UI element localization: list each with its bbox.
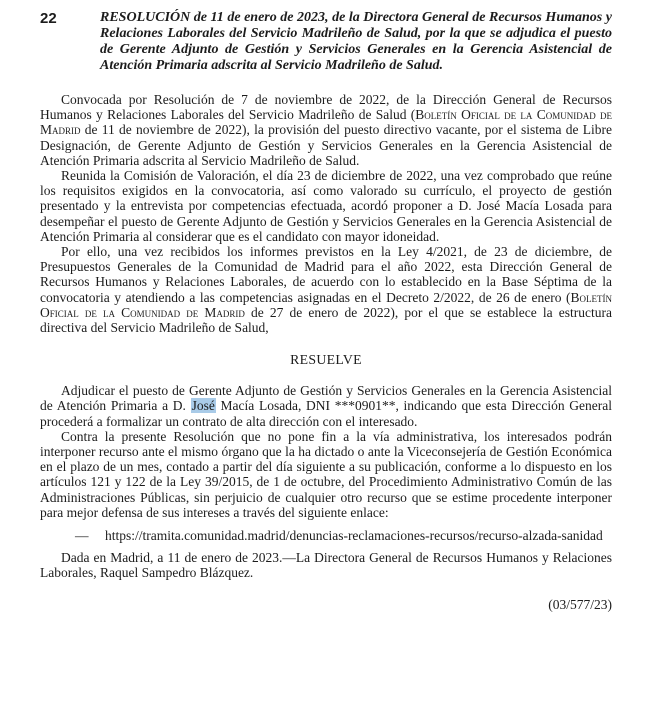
paragraph-segment: Convocada por Resolución de 7 de noviembre de 2022, de la Dirección General de Recursos Humanos y Relaciones Laborales del Servicio Madrileño de Salud ( [40,92,612,123]
paragraph-segment: Adjudicar el puesto de Gerente Adjunto de Gestión y Servicios Generales en la Gerencia Asistencial de Atención Primaria a D. [40,383,612,414]
official-bulletin-smallcaps: Boletín Oficial de la Comunidad de Madrid [40,107,612,138]
paragraph-informes [40,244,612,335]
search-highlight-jose: José [191,398,215,414]
paragraph-adjudicacion [40,383,612,429]
resolution-title: RESOLUCIÓN de 11 de enero de 2023, de la Directora General de Recursos Humanos y Relaciones Laborales del Servicio Madrileño de Salud, por la que se adjudica el puesto de Gerente Adjunto de Gestión y Servicios Generales en la Gerencia Asistencial de Atención Primaria adscrita al Servicio Madrileño de Salud. [100,10,612,73]
paragraph-firma: Dada en Madrid, a 11 de enero de 2023.—La Directora General de Recursos Humanos y Relaciones Laborales, Raquel Sampedro Blázquez. [40,550,612,581]
recurso-alzada-link[interactable]: https://tramita.comunidad.madrid/denuncias-reclamaciones-recursos/recurso-alzada-sanidad [105,528,603,544]
resuelve-heading: RESUELVE [290,352,362,368]
list-dash: — [75,528,89,544]
reference-number: (03/577/23) [548,596,612,612]
link-list-item [40,528,612,543]
official-bulletin-smallcaps: Boletín Oficial de la Comunidad de Madrid [40,289,612,320]
paragraph-segment: de 27 de enero de 2022), por el que se establece la estructura directiva del Servicio Madrileño de Salud, [40,304,612,336]
paragraph-segment: de 11 de noviembre de 2022), la provisión del puesto directivo vacante, por el sistema de Libre Designación, de Gerente Adjunto de Gestión y Servicios Generales en la Gerencia Asistencial de Atención Primaria adscrita al Servicio Madrileño de Salud. [40,122,612,168]
paragraph-convocatoria [40,92,612,168]
paragraph-comision-valoracion: Reunida la Comisión de Valoración, el día 23 de diciembre de 2022, una vez comprobado que reúne los requisitos exigidos en la convocatoria, así como valorado su currículo, el proyecto de gestión presentado y la entrevista por competencias efectuada, acordó proponer a D. José Macía Losada para desempeñar el puesto de Gerente Adjunto de Gestión y Servicios Generales en la Gerencia Asistencial de Atención Primaria al considerar que es el candidato con mayor idoneidad. [40,168,612,244]
resolution-header [40,10,612,74]
paragraph-segment: Macía Losada, DNI ***0901**, indicando que esta Dirección General procederá a formalizar un contrato de alta dirección con el interesado. [40,398,612,429]
paragraph-recursos: Contra la presente Resolución que no pone fin a la vía administrativa, los interesados podrán interponer recurso ante el mismo órgano que la ha dictado o ante la Viceconsejería de Gestión Económica en el plazo de un mes, contado a partir del día siguiente a su publicación, conforme a lo dispuesto en los artículos 121 y 122 de la Ley 39/2015, de 1 de octubre, del Procedimiento Administrativo Común de las Administraciones Públicas, sin perjuicio de cualquier otro recurso que se estime procedente interponer para mejor defensa de sus intereses a través del siguiente enlace: [40,428,612,520]
item-number: 22 [40,10,57,27]
paragraph-segment: Por ello, una vez recibidos los informes previstos en la Ley 4/2021, de 23 de diciembre, de Presupuestos Generales de la Comunidad de Madrid para el año 2022, esta Dirección General de Recursos Humanos y Relaciones Laborales, de acuerdo con lo establecido en la Base Séptima de la convocatoria y atendiendo a las competencias asignadas en el Decreto 2/2022, de 26 de enero ( [40,244,612,305]
